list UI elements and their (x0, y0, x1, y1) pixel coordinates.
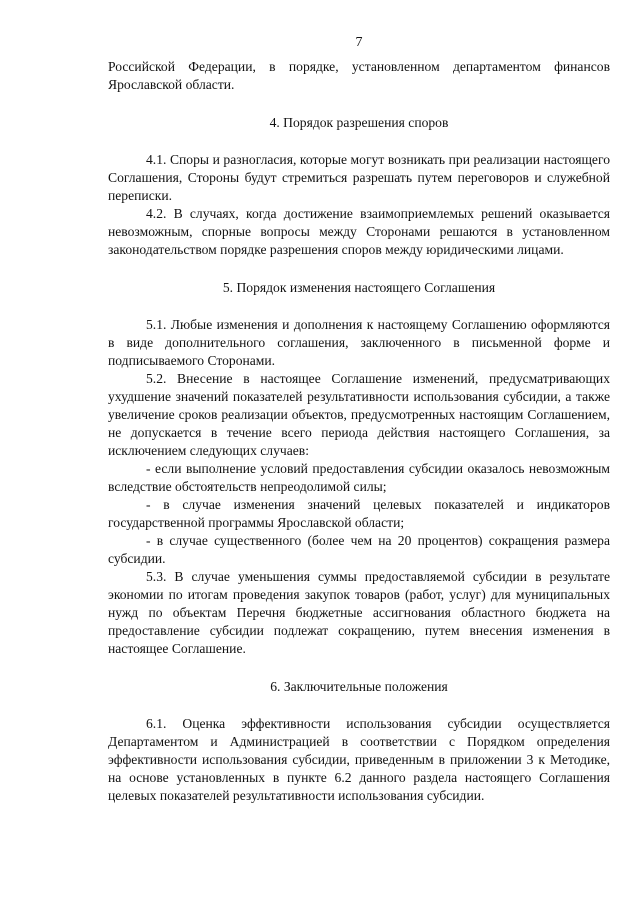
clause-6-1: 6.1. Оценка эффективности использования субсидии осуществляется Департаментом и Администрацией в соответствии с Порядком определения эффективности использования субсидии, приведенным в приложении 3 к Методике, на основе установленных в пункте 6.2 данного раздела настоящего Соглашения целевых показателей результативности использования субсидии. (108, 716, 610, 803)
clause-5-2-item-2: - в случае изменения значений целевых показателей и индикаторов государственной программы Ярославской области; (108, 497, 610, 530)
section-4-heading: 4. Порядок разрешения споров (269, 115, 449, 130)
clause-5-2-item-1: - если выполнение условий предоставления субсидии оказалось невозможным вследствие обстоятельств непреодолимой силы; (108, 461, 610, 494)
intro-paragraph: Российской Федерации, в порядке, установленном департаментом финансов Ярославской области. (108, 59, 610, 92)
clause-5-1: 5.1. Любые изменения и дополнения к настоящему Соглашению оформляются в виде дополнительного соглашения, заключенного в письменной форме и подписываемого Сторонами. (108, 317, 610, 368)
clause-5-2-item-3: - в случае существенного (более чем на 20 процентов) сокращения размера субсидии. (108, 533, 610, 566)
section-5-heading: 5. Порядок изменения настоящего Соглашения (222, 280, 496, 295)
page-number: 7 (355, 35, 363, 50)
document-page (108, 34, 610, 805)
clause-4-2: 4.2. В случаях, когда достижение взаимоприемлемых решений оказывается невозможным, спорные вопросы между Сторонами решаются в установленном законодательством порядке разрешения споров между юридическими лицами. (108, 206, 610, 257)
clause-5-2: 5.2. Внесение в настоящее Соглашение изменений, предусматривающих ухудшение значений показателей результативности использования субсидии, а также увеличение сроков реализации объектов, предусмотренных настоящим Соглашением, не допускается в течение всего периода действия настоящего Соглашения, за исключением следующих случаев: (108, 371, 610, 458)
clause-5-3: 5.3. В случае уменьшения суммы предоставляемой субсидии в результате экономии по итогам проведения закупок товаров (работ, услуг) для муниципальных нужд по объектам Перечня бюджетные ассигнования областного бюджета на предоставление субсидии подлежат сокращению, путем внесения изменения в настоящее Соглашение. (108, 569, 610, 656)
section-6-heading: 6. Заключительные положения (270, 679, 448, 694)
clause-4-1: 4.1. Споры и разногласия, которые могут возникать при реализации настоящего Соглашения, Стороны будут стремиться разрешать путем переговоров и служебной переписки. (108, 152, 610, 203)
